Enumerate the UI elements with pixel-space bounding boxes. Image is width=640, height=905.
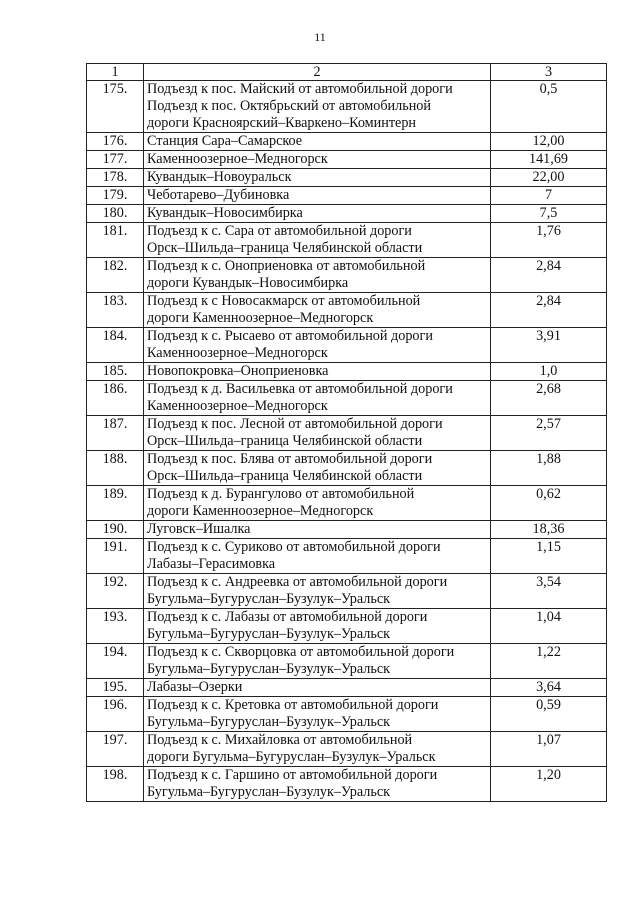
road-length: 3,64 — [491, 679, 607, 697]
roads-table — [86, 63, 607, 802]
row-number: 184. — [87, 328, 144, 363]
road-name — [144, 539, 491, 574]
road-name — [144, 258, 491, 293]
column-header-length: 3 — [491, 64, 607, 81]
row-number: 191. — [87, 539, 144, 574]
table-row — [87, 609, 607, 644]
road-length: 2,84 — [491, 258, 607, 293]
road-name-line: Орск–Шильда–граница Челябинской области — [147, 433, 423, 449]
road-name — [144, 363, 491, 381]
road-name-line: Бугульма–Бугуруслан–Бузулук–Уральск — [147, 784, 391, 800]
road-name-line: Подъезд к пос. Октябрьский от автомобильной — [147, 98, 431, 114]
road-name — [144, 381, 491, 416]
road-length: 1,07 — [491, 732, 607, 767]
table-row — [87, 169, 607, 187]
road-name-line: Подъезд к пос. Лесной от автомобильной дороги — [147, 416, 443, 432]
road-name-line: Подъезд к д. Бурангулово от автомобильной — [147, 486, 415, 502]
table-row — [87, 644, 607, 679]
road-name — [144, 205, 491, 223]
road-name — [144, 328, 491, 363]
road-name-line: Орск–Шильда–граница Челябинской области — [147, 468, 423, 484]
road-name-line: Подъезд к с. Лабазы от автомобильной дороги — [147, 609, 428, 625]
table-row — [87, 187, 607, 205]
road-name — [144, 574, 491, 609]
table-row — [87, 293, 607, 328]
table-row — [87, 81, 607, 133]
road-name-line: Подъезд к с. Сара от автомобильной дороги — [147, 223, 412, 239]
road-name-line: Орск–Шильда–граница Челябинской области — [147, 240, 423, 256]
road-length: 7 — [491, 187, 607, 205]
table-row — [87, 521, 607, 539]
road-name — [144, 133, 491, 151]
page-number: 11 — [314, 30, 326, 44]
road-name-line: Подъезд к с Новосакмарск от автомобильной — [147, 293, 421, 309]
road-name-line: Подъезд к с. Гаршино от автомобильной дороги — [147, 767, 438, 783]
road-name — [144, 187, 491, 205]
row-number: 188. — [87, 451, 144, 486]
road-name — [144, 416, 491, 451]
table-row — [87, 258, 607, 293]
row-number: 195. — [87, 679, 144, 697]
road-name — [144, 679, 491, 697]
road-name-line: Лабазы–Озерки — [147, 679, 243, 695]
road-name-line: Кувандык–Новосимбирка — [147, 205, 303, 221]
road-name-line: Каменноозерное–Медногорск — [147, 151, 328, 167]
table-row — [87, 732, 607, 767]
table-row — [87, 223, 607, 258]
road-length: 1,76 — [491, 223, 607, 258]
road-name-line: Луговск–Ишалка — [147, 521, 251, 537]
row-number: 187. — [87, 416, 144, 451]
road-length: 22,00 — [491, 169, 607, 187]
road-length: 0,5 — [491, 81, 607, 133]
row-number: 181. — [87, 223, 144, 258]
road-length: 12,00 — [491, 133, 607, 151]
road-name — [144, 609, 491, 644]
road-name — [144, 293, 491, 328]
road-name-line: дороги Красноярский–Кваркено–Коминтерн — [147, 115, 417, 131]
road-name — [144, 151, 491, 169]
road-name-line: Чеботарево–Дубиновка — [147, 187, 290, 203]
road-length: 0,59 — [491, 697, 607, 732]
row-number: 180. — [87, 205, 144, 223]
road-name-line: Бугульма–Бугуруслан–Бузулук–Уральск — [147, 591, 391, 607]
road-name-line: дороги Бугульма–Бугуруслан–Бузулук–Уральск — [147, 749, 436, 765]
road-name-line: Подъезд к с. Суриково от автомобильной дороги — [147, 539, 441, 555]
road-length: 3,91 — [491, 328, 607, 363]
road-name — [144, 644, 491, 679]
row-number: 189. — [87, 486, 144, 521]
road-length: 1,0 — [491, 363, 607, 381]
table-header-row — [87, 64, 607, 81]
row-number: 179. — [87, 187, 144, 205]
road-name-line: Подъезд к с. Андреевка от автомобильной дороги — [147, 574, 448, 590]
row-number: 196. — [87, 697, 144, 732]
road-name — [144, 697, 491, 732]
row-number: 194. — [87, 644, 144, 679]
road-name-line: дороги Каменноозерное–Медногорск — [147, 310, 374, 326]
road-name-line: Новопокровка–Оноприеновка — [147, 363, 329, 379]
table-row — [87, 328, 607, 363]
road-name — [144, 732, 491, 767]
table-row — [87, 679, 607, 697]
column-header-number: 1 — [87, 64, 144, 81]
row-number: 193. — [87, 609, 144, 644]
road-name-line: Станция Сара–Самарское — [147, 133, 303, 149]
road-length: 0,62 — [491, 486, 607, 521]
road-name-line: дороги Каменноозерное–Медногорск — [147, 503, 374, 519]
road-length: 1,88 — [491, 451, 607, 486]
road-name-line: Каменноозерное–Медногорск — [147, 345, 328, 361]
table-row — [87, 205, 607, 223]
table-row — [87, 416, 607, 451]
road-name-line: Бугульма–Бугуруслан–Бузулук–Уральск — [147, 714, 391, 730]
road-length: 2,68 — [491, 381, 607, 416]
road-name — [144, 521, 491, 539]
table-row — [87, 486, 607, 521]
road-name-line: Подъезд к с. Скворцовка от автомобильной дороги — [147, 644, 455, 660]
road-name-line: Подъезд к с. Рысаево от автомобильной дороги — [147, 328, 433, 344]
row-number: 178. — [87, 169, 144, 187]
road-name — [144, 81, 491, 133]
road-name-line: Подъезд к с. Кретовка от автомобильной дороги — [147, 697, 439, 713]
road-name-line: дороги Кувандык–Новосимбирка — [147, 275, 349, 291]
road-name — [144, 767, 491, 802]
road-length: 3,54 — [491, 574, 607, 609]
road-length: 7,5 — [491, 205, 607, 223]
road-name-line: Кувандык–Новоуральск — [147, 169, 292, 185]
row-number: 192. — [87, 574, 144, 609]
road-name-line: Подъезд к с. Михайловка от автомобильной — [147, 732, 413, 748]
row-number: 177. — [87, 151, 144, 169]
table-body — [87, 81, 607, 802]
road-name-line: Лабазы–Герасимовка — [147, 556, 276, 572]
row-number: 185. — [87, 363, 144, 381]
table-row — [87, 697, 607, 732]
row-number: 182. — [87, 258, 144, 293]
table-row — [87, 151, 607, 169]
table-row — [87, 767, 607, 802]
road-name — [144, 486, 491, 521]
road-length: 1,22 — [491, 644, 607, 679]
road-name-line: Подъезд к с. Оноприеновка от автомобильной — [147, 258, 426, 274]
road-length: 1,04 — [491, 609, 607, 644]
row-number: 175. — [87, 81, 144, 133]
row-number: 183. — [87, 293, 144, 328]
road-name-line: Подъезд к пос. Майский от автомобильной дороги — [147, 81, 453, 97]
road-name — [144, 169, 491, 187]
row-number: 186. — [87, 381, 144, 416]
table-row — [87, 133, 607, 151]
road-name-line: Каменноозерное–Медногорск — [147, 398, 328, 414]
road-length: 2,57 — [491, 416, 607, 451]
column-header-name: 2 — [144, 64, 491, 81]
road-length: 1,20 — [491, 767, 607, 802]
road-length: 141,69 — [491, 151, 607, 169]
road-name — [144, 451, 491, 486]
road-name-line: Бугульма–Бугуруслан–Бузулук–Уральск — [147, 661, 391, 677]
road-length: 2,84 — [491, 293, 607, 328]
row-number: 176. — [87, 133, 144, 151]
table-row — [87, 574, 607, 609]
road-length: 18,36 — [491, 521, 607, 539]
table-row — [87, 451, 607, 486]
road-name — [144, 223, 491, 258]
row-number: 197. — [87, 732, 144, 767]
row-number: 198. — [87, 767, 144, 802]
row-number: 190. — [87, 521, 144, 539]
table-row — [87, 539, 607, 574]
road-name-line: Бугульма–Бугуруслан–Бузулук–Уральск — [147, 626, 391, 642]
table-row — [87, 363, 607, 381]
road-name-line: Подъезд к д. Васильевка от автомобильной дороги — [147, 381, 453, 397]
road-length: 1,15 — [491, 539, 607, 574]
road-name-line: Подъезд к пос. Блява от автомобильной дороги — [147, 451, 433, 467]
table-row — [87, 381, 607, 416]
